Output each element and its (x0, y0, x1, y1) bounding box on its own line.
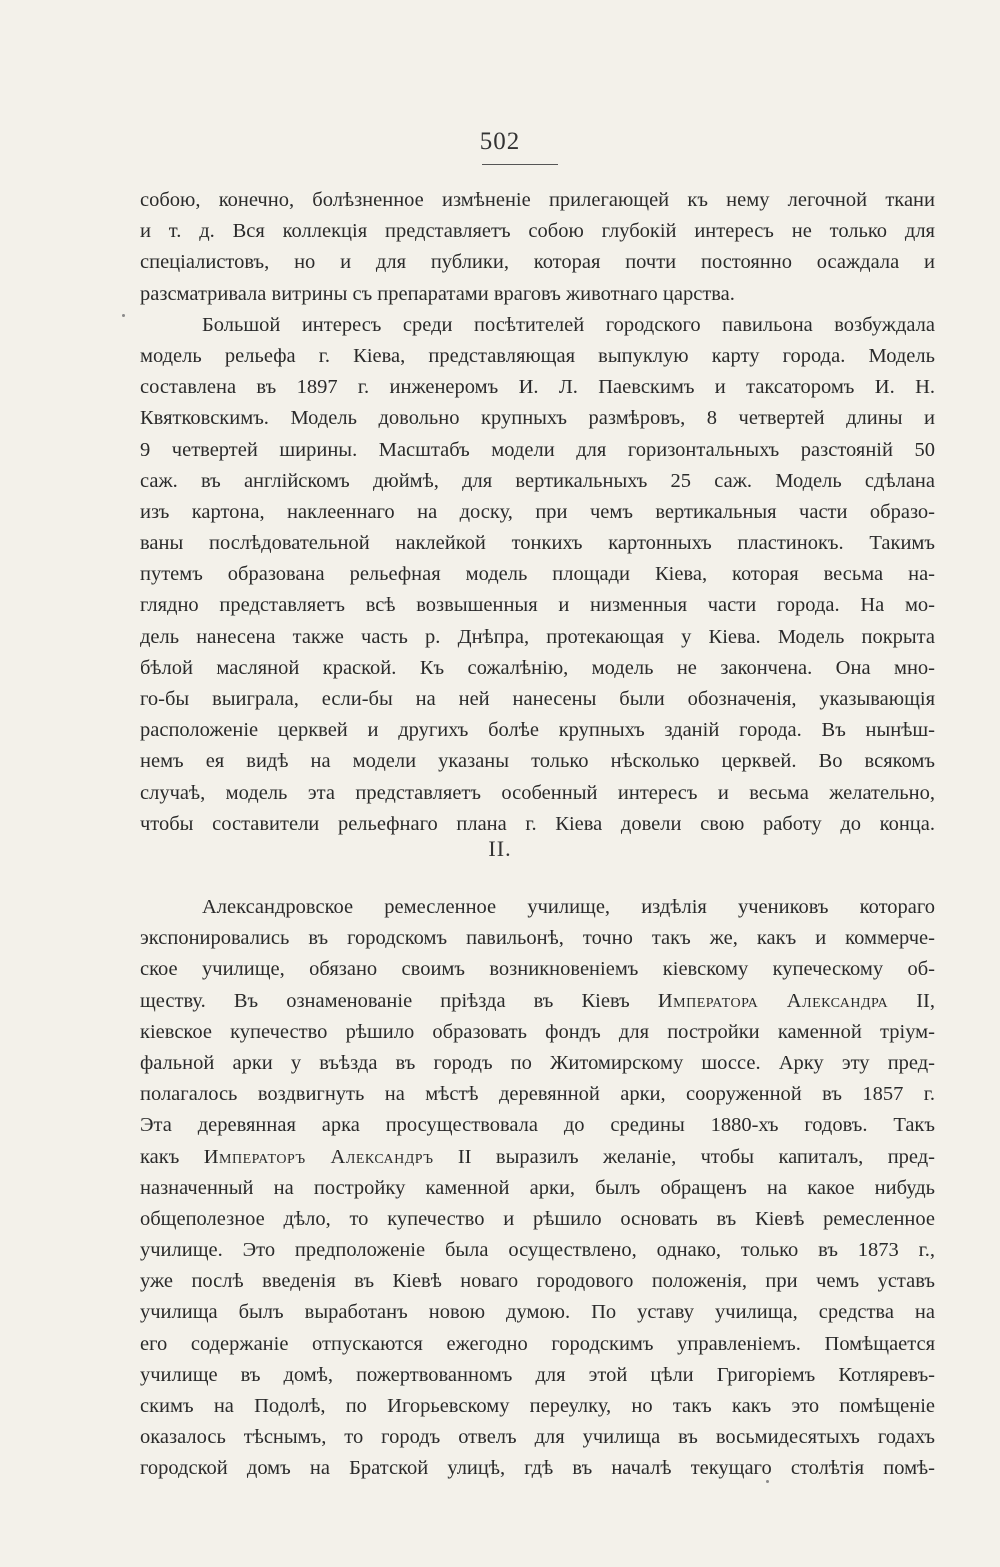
text-line: Квятковскимъ. Модель довольно крупныхъ размѣровъ, 8 четвертей длины и (140, 407, 935, 430)
text-run: ществу. Въ ознаменованіе пріѣзда въ Кіевъ (140, 989, 658, 1012)
text-line: Александровское ремесленное училище, издѣлія учениковъ котораго (202, 896, 935, 918)
page-number-underline (482, 164, 558, 165)
text-line: уже послѣ введенія въ Кіевѣ новаго городового положенія, при чемъ уставъ (140, 1270, 935, 1293)
text-line: училище. Это предположеніе была осуществлено, однако, только въ 1873 г., (140, 1239, 935, 1262)
text-line: изъ картона, наклееннаго на доску, при чемъ вертикальныя части образо- (140, 500, 935, 523)
text-line: модель рельефа г. Кіева, представляющая выпуклую карту города. Модель (140, 344, 935, 367)
paper-speck (122, 314, 125, 317)
text-line: городской домъ на Братской улицѣ, гдѣ въ началѣ текущаго столѣтія помѣ- (140, 1457, 935, 1480)
text-line: глядно представляетъ всѣ возвышенныя и низменныя части города. На мо- (140, 594, 935, 617)
text-run: II выразилъ желаніе, чтобы капиталъ, пред- (433, 1145, 935, 1168)
small-caps-name: Императоръ Александръ (203, 1145, 434, 1168)
text-line: экспонировались въ городскомъ павильонѣ, точно такъ же, какъ и коммерче- (140, 927, 935, 950)
text-line: фальной арки у въѣзда въ городъ по Житомирскому шоссе. Арку эту пред- (140, 1051, 935, 1074)
text-line: путемъ образована рельефная модель площади Кіева, которая весьма на- (140, 563, 935, 586)
text-line: оказалось тѣснымъ, то городъ отвелъ для училища въ восьмидесятыхъ годахъ (140, 1426, 935, 1449)
text-line: скимъ на Подолѣ, по Игорьевскому переулку, но такъ какъ это помѣщеніе (140, 1395, 935, 1417)
text-line: дель нанесена также часть р. Днѣпра, протекающая у Кіева. Модель покрыта (140, 625, 935, 648)
text-line: бѣлой масляной краской. Къ сожалѣнію, модель не закончена. Она мно- (140, 656, 935, 679)
section-heading: II. (488, 836, 512, 861)
text-line: спеціалистовъ, но и для публики, которая почти постоянно осаждала и (140, 251, 935, 274)
text-block-upper (140, 185, 935, 840)
text-line: его содержаніе отпускаются ежегодно городскимъ управленіемъ. Помѣщается (140, 1332, 935, 1355)
text-run: II, (888, 989, 936, 1012)
text-line: составлена въ 1897 г. инженеромъ И. Л. Паевскимъ и таксаторомъ И. Н. (140, 376, 935, 399)
text-line: общеполезное дѣло, то купечество и рѣшило основать въ Кіевѣ ремесленное (140, 1207, 935, 1230)
text-line (140, 986, 935, 1017)
text-line: случаѣ, модель эта представляетъ особенный интересъ и весьма желательно, (140, 781, 935, 804)
text-line: Большой интересъ среди посѣтителей городского павильона возбуждала (202, 313, 935, 336)
text-line: ваны послѣдовательной наклейкой тонкихъ картонныхъ пластинокъ. Такимъ (140, 532, 935, 555)
text-line: училища былъ выработанъ новою думою. По уставу училища, средства на (140, 1301, 935, 1324)
text-line: немъ ея видѣ на модели указаны только нѣсколько церквей. Во всякомъ (140, 750, 935, 773)
text-line: расположеніе церквей и другихъ болѣе крупныхъ зданій города. Въ нынѣш- (140, 719, 935, 742)
small-caps-name: Императора Александра (657, 989, 889, 1012)
text-line: ское училище, обязано своимъ возникновеніемъ кіевскому купеческому об- (140, 958, 935, 981)
text-line: училище въ домѣ, пожертвованномъ для этой цѣли Григоріемъ Котляревъ- (140, 1363, 935, 1386)
text-block-lower (140, 892, 935, 1485)
text-line: собою, конечно, болѣзненное измѣненіе прилегающей къ нему легочной ткани (140, 189, 935, 211)
text-line: го-бы выиграла, если-бы на ней нанесены были обозначенія, указывающія (140, 688, 935, 710)
text-line: саж. въ англійскомъ дюймѣ, для вертикальныхъ 25 саж. Модель сдѣлана (140, 469, 935, 492)
text-line: кіевское купечество рѣшило образовать фондъ для постройки каменной тріум- (140, 1020, 935, 1043)
text-line (140, 1142, 935, 1173)
text-line: Эта деревянная арка просуществовала до средины 1880-хъ годовъ. Такъ (140, 1114, 935, 1137)
text-line: разсматривала витрины съ препаратами враговъ животнаго царства. (140, 282, 735, 305)
text-run: какъ (140, 1145, 204, 1168)
paper-speck (766, 1480, 769, 1483)
text-line: 9 четвертей ширины. Масштабъ модели для горизонтальныхъ разстояній 50 (140, 438, 935, 461)
page-number: 502 (479, 128, 521, 155)
text-line: назначенный на постройку каменной арки, былъ обращенъ на какое нибудь (140, 1176, 935, 1199)
text-line: чтобы составители рельефнаго плана г. Кіева довели свою работу до конца. (140, 812, 935, 835)
text-line: и т. д. Вся коллекція представляетъ собою глубокій интересъ не только для (140, 220, 935, 243)
text-line: полагалось воздвигнуть на мѣстѣ деревянной арки, сооруженной въ 1857 г. (140, 1083, 935, 1106)
